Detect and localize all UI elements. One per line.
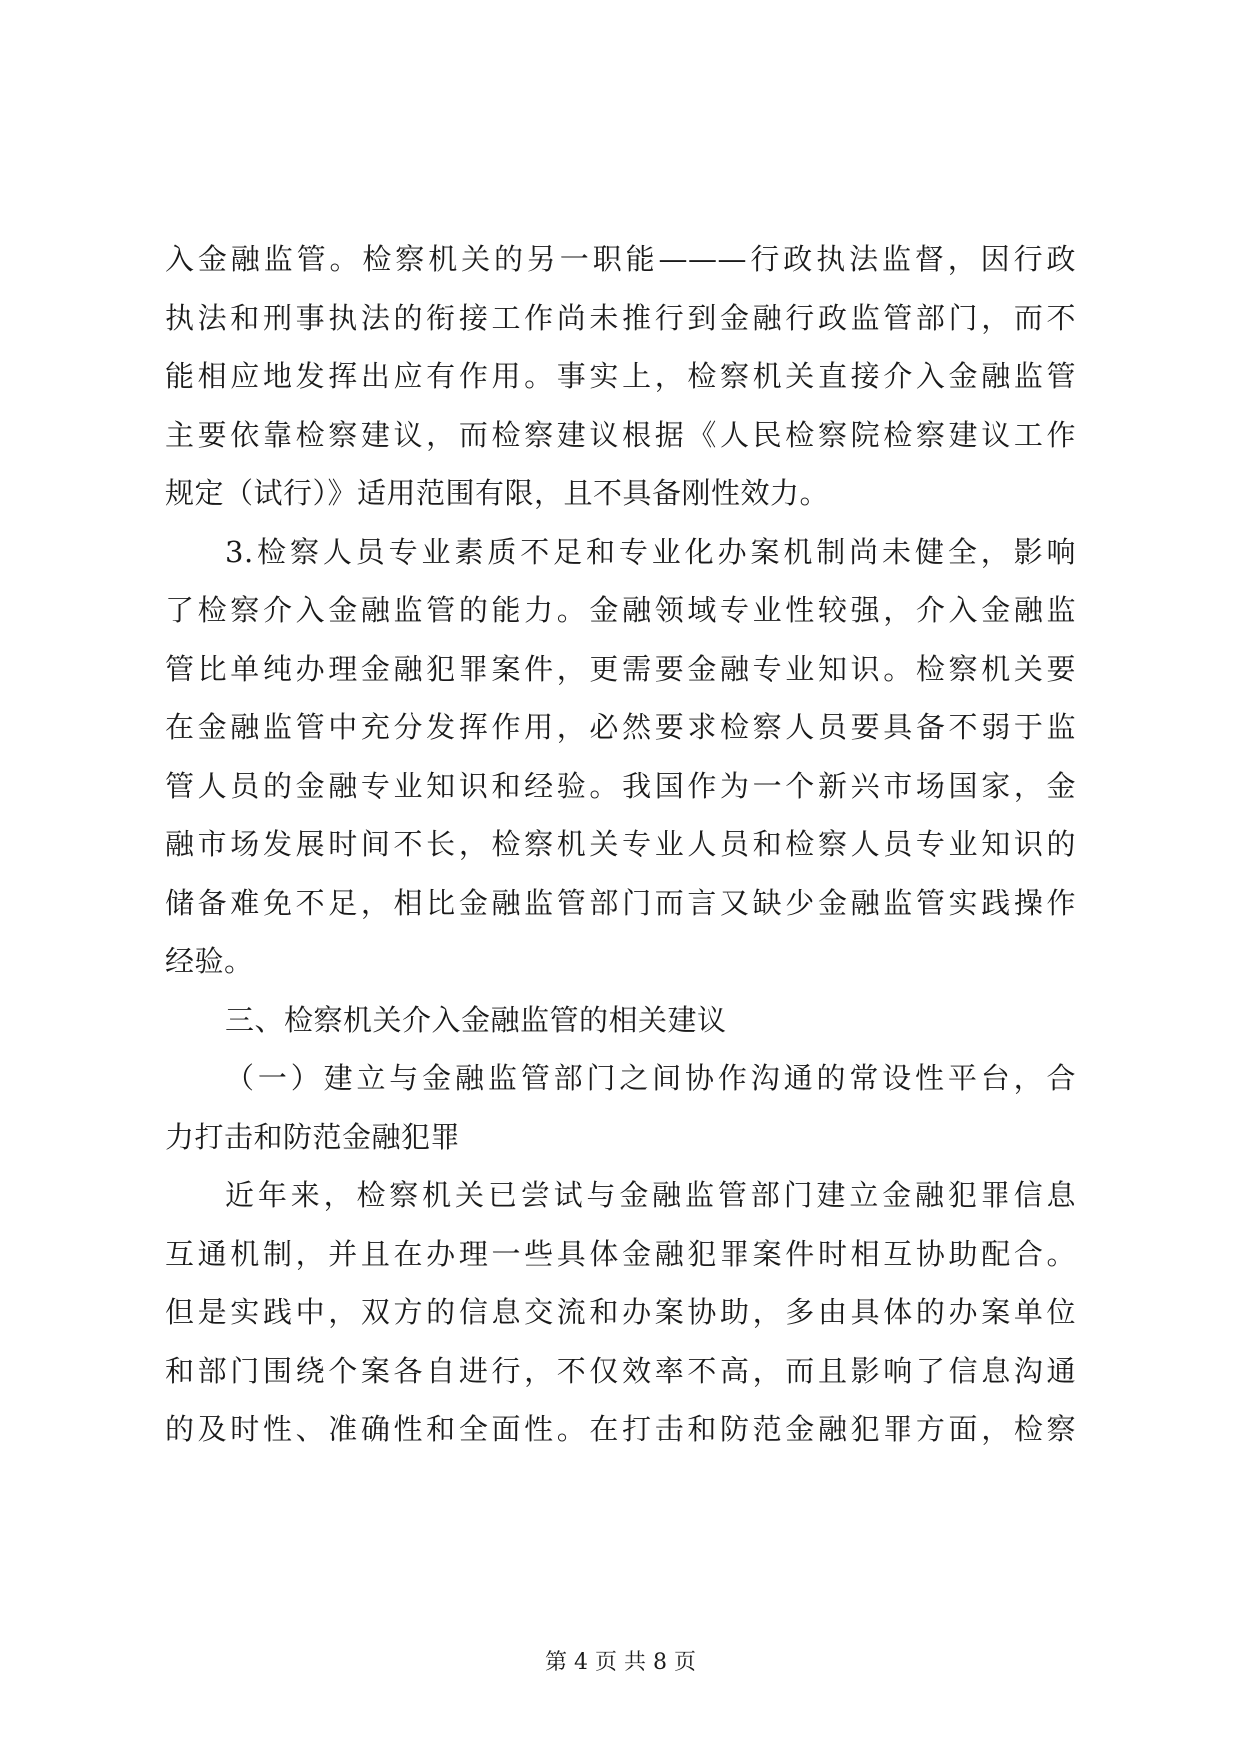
page-footer xyxy=(0,1645,1241,1676)
text-line: （一）建立与金融监管部门之间协作沟通的常设性平台，合 xyxy=(225,1061,1076,1095)
text-line: 规定（试行）》适用范围有限，且不具备刚性效力。 xyxy=(165,476,830,510)
text-line: 储备难免不足，相比金融监管部门而言又缺少金融监管实践操作 xyxy=(165,885,1076,920)
text-line: 在金融监管中充分发挥作用，必然要求检察人员要具备不弱于监 xyxy=(165,710,1076,744)
text-line: 近年来，检察机关已尝试与金融监管部门建立金融犯罪信息 xyxy=(225,1178,1076,1212)
text-line: 管人员的金融专业知识和经验。我国作为一个新兴市场国家，金 xyxy=(165,768,1076,803)
page-number-label: 第 4 页 共 8 页 xyxy=(545,1650,696,1675)
text-line: 经验。 xyxy=(165,944,254,978)
text-line: 和部门围绕个案各自进行，不仅效率不高，而且影响了信息沟通 xyxy=(165,1353,1076,1388)
text-line: 能相应地发挥出应有作用。事实上，检察机关直接介入金融监管 xyxy=(165,359,1076,393)
text-line: 执法和刑事执法的衔接工作尚未推行到金融行政监管部门，而不 xyxy=(165,300,1076,335)
text-line: 的及时性、准确性和全面性。在打击和防范金融犯罪方面，检察 xyxy=(165,1412,1076,1446)
text-line: 力打击和防范金融犯罪 xyxy=(165,1119,461,1154)
text-line: 管比单纯办理金融犯罪案件，更需要金融专业知识。检察机关要 xyxy=(165,651,1076,686)
text-line: 了检察介入金融监管的能力。金融领域专业性较强，介入金融监 xyxy=(165,593,1076,627)
document-body xyxy=(165,230,1076,1459)
text-line: 但是实践中，双方的信息交流和办案协助，多由具体的办案单位 xyxy=(165,1295,1076,1329)
text-line: 融市场发展时间不长，检察机关专业人员和检察人员专业知识的 xyxy=(165,827,1076,861)
text-line: 主要依靠检察建议，而检察建议根据《人民检察院检察建议工作 xyxy=(165,417,1076,452)
text-line: 入金融监管。检察机关的另一职能———行政执法监督，因行政 xyxy=(165,242,1076,276)
text-line: 3.检察人员专业素质不足和专业化办案机制尚未健全，影响 xyxy=(225,534,1076,569)
text-line: 互通机制，并且在办理一些具体金融犯罪案件时相互协助配合。 xyxy=(165,1236,1076,1271)
text-line: 三、检察机关介入金融监管的相关建议 xyxy=(225,1002,727,1037)
